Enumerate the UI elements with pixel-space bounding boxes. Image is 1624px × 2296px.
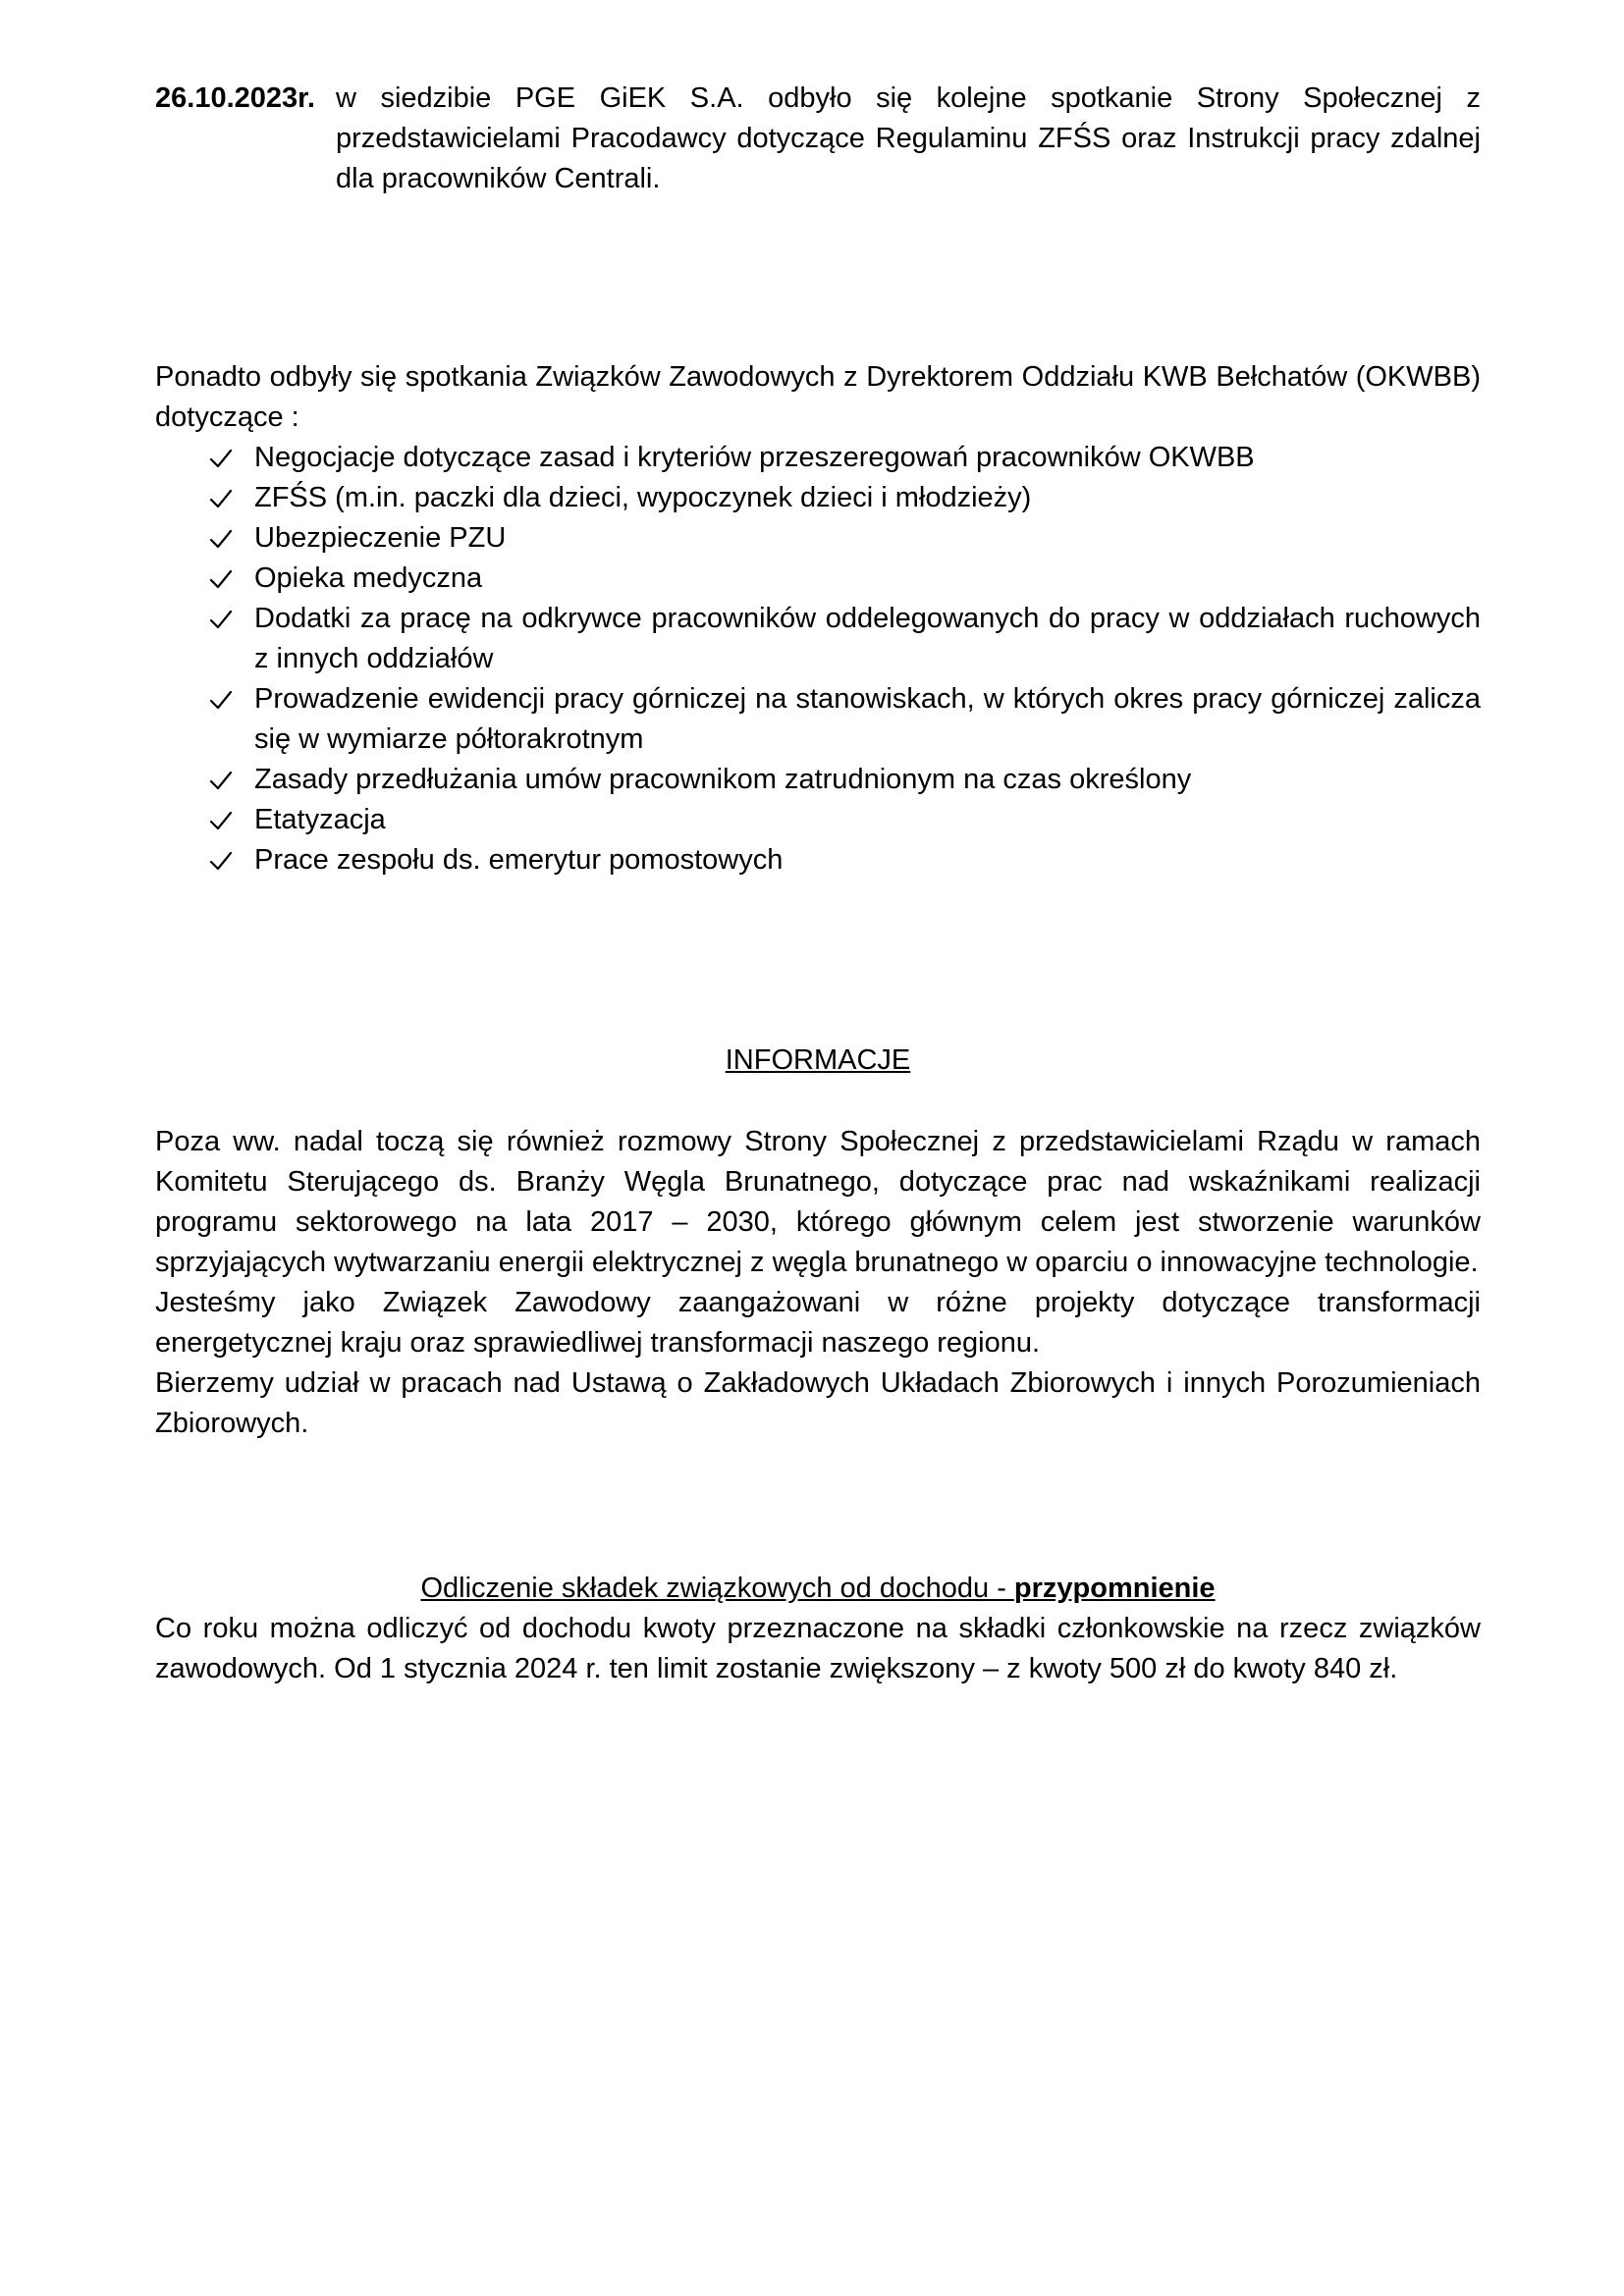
info-heading: INFORMACJE bbox=[725, 1044, 911, 1076]
topic-item bbox=[155, 478, 1481, 518]
checkmark-icon bbox=[206, 559, 236, 599]
topic-text: Prace zespołu ds. emerytur pomostowych bbox=[254, 844, 784, 876]
checkmark-icon bbox=[206, 518, 236, 559]
topic-item bbox=[155, 840, 1481, 881]
reminder-text: Co roku można odliczyć od dochodu kwoty przeznaczone na składki członkowskie na rzecz związków zawodowych. Od 1 stycznia 2024 r. ten limit zostanie zwiększony – z kwoty 500 zł do kwoty 840 zł. bbox=[155, 1613, 1481, 1684]
topic-item bbox=[155, 518, 1481, 559]
info-section bbox=[155, 1122, 1481, 1444]
topic-item bbox=[155, 438, 1481, 478]
reminder-heading-emphasis: przypomnienie bbox=[1013, 1573, 1216, 1604]
topic-item bbox=[155, 559, 1481, 599]
checkmark-icon bbox=[206, 760, 236, 800]
meetings-section bbox=[155, 357, 1481, 881]
checkmark-icon bbox=[206, 478, 236, 518]
topic-text: Etatyzacja bbox=[254, 804, 386, 835]
topic-text: ZFŚS (m.in. paczki dla dzieci, wypoczynek dzieci i młodzieży) bbox=[254, 482, 1032, 513]
checkmark-icon bbox=[206, 679, 236, 720]
info-paragraph: Poza ww. nadal toczą się również rozmowy Strony Społecznej z przedstawicielami Rządu w ramach Komitetu Sterującego ds. Branży Węgla Brunatnego, dotyczące prac nad wskaźnikami realizacji programu sektorowego na lata 2017 – 2030, którego głównym celem jest stworzenie warunków sprzyjających wytwarzaniu energii elektrycznej z węgla brunatnego w oparciu o innowacyjne technologie. bbox=[155, 1126, 1481, 1278]
topic-item bbox=[155, 599, 1481, 679]
reminder-heading bbox=[155, 1569, 1481, 1609]
topic-text: Dodatki za pracę na odkrywce pracowników oddelegowanych do pracy w oddziałach ruchowych z innych oddziałów bbox=[254, 603, 1481, 674]
topic-text: Negocjacje dotyczące zasad i kryteriów przeszeregowań pracowników OKWBB bbox=[254, 442, 1255, 473]
checkmark-icon bbox=[206, 599, 236, 639]
topic-item bbox=[155, 760, 1481, 800]
info-paragraph: Jesteśmy jako Związek Zawodowy zaangażowani w różne projekty dotyczące transformacji energetycznej kraju oraz sprawiedliwej transformacji naszego regionu. bbox=[155, 1287, 1481, 1359]
entry-date: 26.10.2023r. bbox=[155, 82, 315, 114]
entry-text: w siedzibie PGE GiEK S.A. odbyło się kolejne spotkanie Strony Społecznej z przedstawicielami Pracodawcy dotyczące Regulaminu ZFŚS oraz Instrukcji pracy zdalnej dla pracowników Centrali. bbox=[336, 82, 1481, 194]
topic-item bbox=[155, 679, 1481, 760]
checkmark-icon bbox=[206, 800, 236, 840]
checkmark-icon bbox=[206, 438, 236, 478]
topics-list bbox=[155, 438, 1481, 881]
topic-text: Zasady przedłużania umów pracownikom zatrudnionym na czas określony bbox=[254, 764, 1192, 795]
info-paragraph: Bierzemy udział w pracach nad Ustawą o Zakładowych Układach Zbiorowych i innych Porozumieniach Zbiorowych. bbox=[155, 1367, 1481, 1439]
checkmark-icon bbox=[206, 840, 236, 881]
topic-text: Prowadzenie ewidencji pracy górniczej na stanowiskach, w których okres pracy górniczej zalicza się w wymiarze półtorakrotnym bbox=[254, 683, 1481, 755]
meetings-intro: Ponadto odbyły się spotkania Związków Zawodowych z Dyrektorem Oddziału KWB Bełchatów (OKWBB) dotyczące : bbox=[155, 361, 1481, 433]
topic-text: Opieka medyczna bbox=[254, 562, 483, 594]
topic-text: Ubezpieczenie PZU bbox=[254, 522, 507, 554]
topic-item bbox=[155, 800, 1481, 840]
reminder-heading-text: Odliczenie składek związkowych od dochodu - bbox=[420, 1573, 1014, 1604]
